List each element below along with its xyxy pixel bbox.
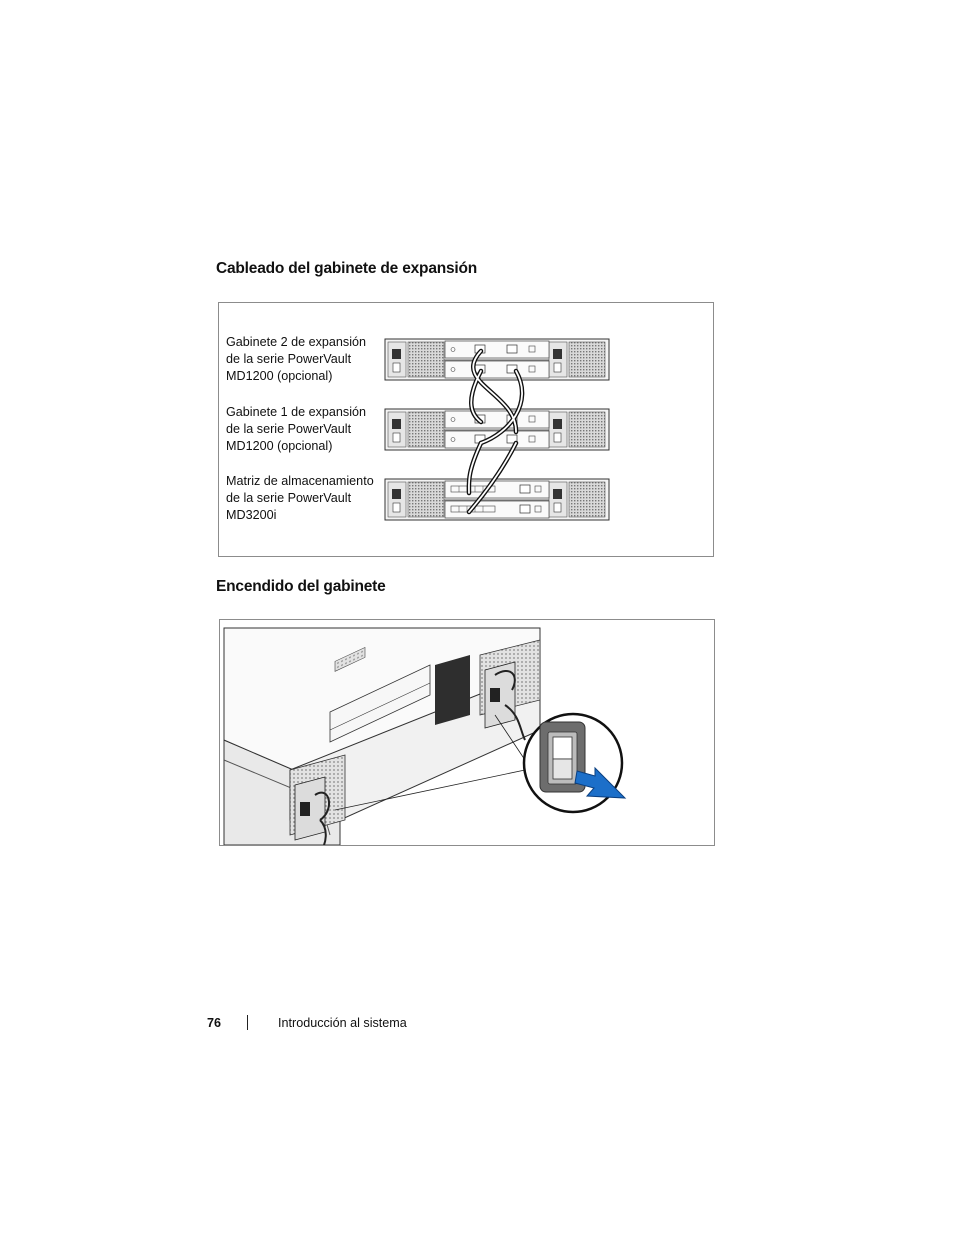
page-number: 76 [207, 1016, 222, 1030]
label-line: de la serie PowerVault [226, 422, 352, 436]
label-line: MD1200 (opcional) [226, 439, 333, 453]
section-heading-power: Encendido del gabinete [216, 578, 386, 595]
enclosure-1-chassis [385, 409, 609, 450]
footer-section-title: Introducción al sistema [278, 1016, 407, 1030]
label-line: MD3200i [226, 508, 277, 522]
power-on-figure [219, 619, 715, 846]
label-line: de la serie PowerVault [226, 491, 352, 505]
power-on-illustration [220, 620, 714, 845]
section-heading-cabling: Cableado del gabinete de expansión [216, 260, 478, 277]
label-line: Gabinete 1 de expansión [226, 405, 367, 419]
label-line: Gabinete 2 de expansión [226, 335, 367, 349]
storage-array-chassis [385, 479, 609, 520]
cabling-diagram [219, 303, 713, 556]
label-line: MD1200 (opcional) [226, 369, 333, 383]
cabling-figure [218, 302, 714, 557]
footer-separator [247, 1015, 248, 1030]
label-line: de la serie PowerVault [226, 352, 352, 366]
enclosure-2-chassis [385, 339, 609, 380]
label-line: Matriz de almacenamiento [226, 474, 374, 488]
